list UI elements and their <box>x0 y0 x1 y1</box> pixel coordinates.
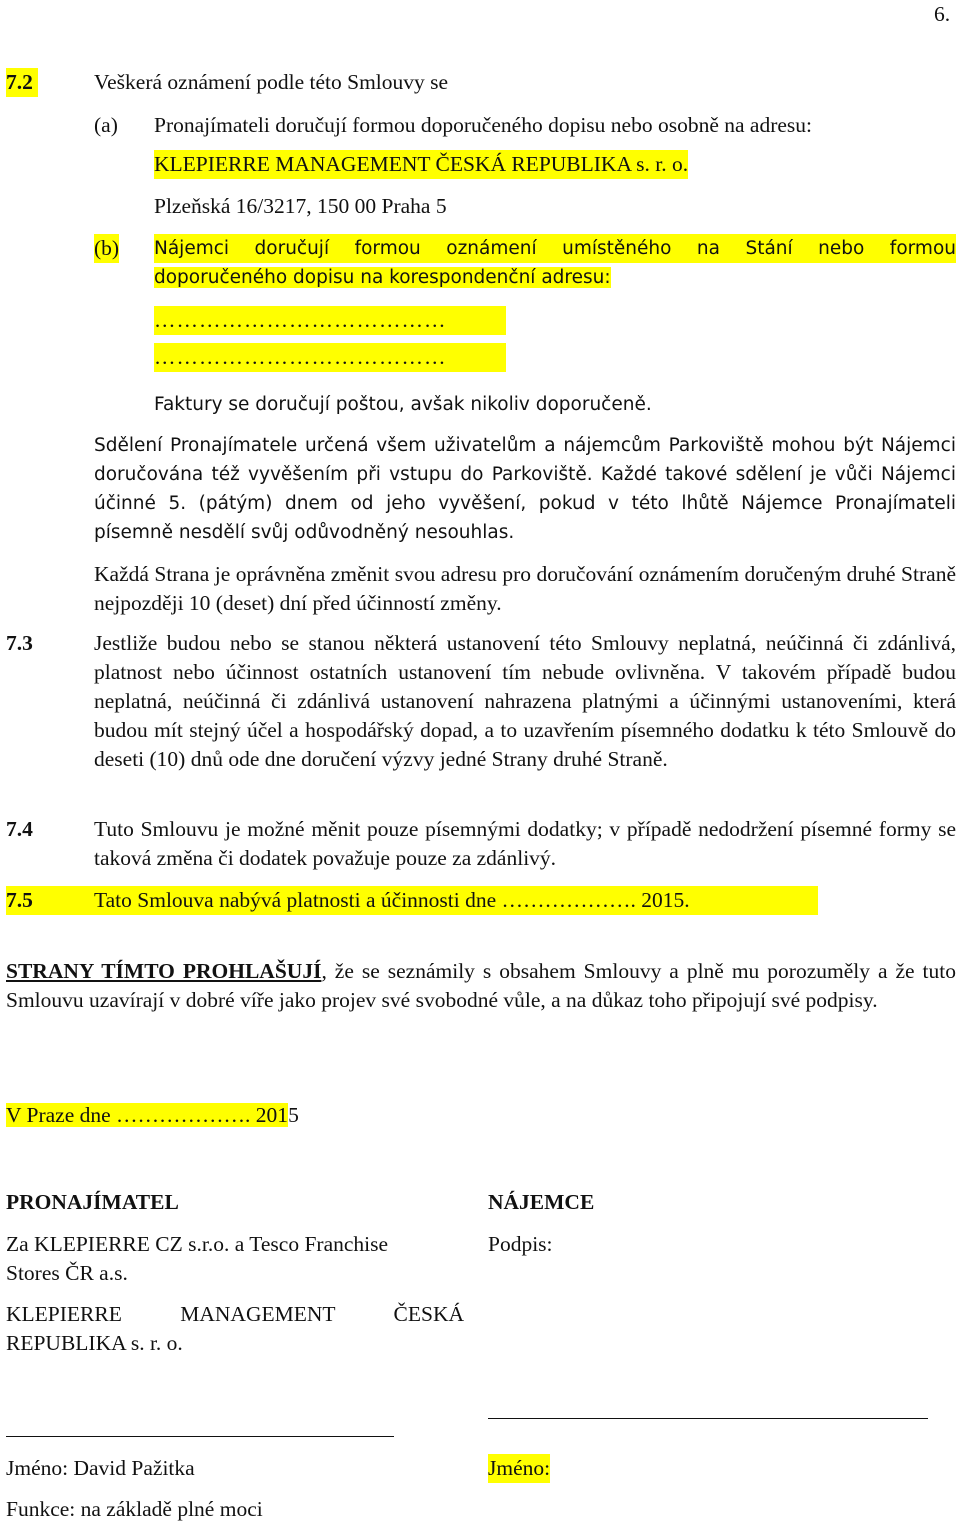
landlord-manager-block <box>6 1300 464 1358</box>
place-date-rest: 5 <box>288 1103 299 1127</box>
tenant-name-label: Jméno: <box>488 1454 550 1483</box>
item-b-text-line1: Nájemci doručují formou oznámení umístěného na Stání nebo formou <box>154 234 956 263</box>
landlord-heading: PRONAJÍMATEL <box>6 1190 179 1214</box>
parking-notice-paragraph: Sdělení Pronajímatele určená všem uživatelům a nájemcům Parkoviště mohou být Nájemci doručována též vyvěšením při vstupu do Parkoviště. Každé takové sdělení je vůči Nájemci účinné 5. (pátým) dnem od jeho vyvěšení, pokud v této lhůtě Nájemce Pronajímateli písemně nesdělí svůj odůvodněný nesouhlas. <box>94 435 956 543</box>
section-7-3-text: Jestliže budou nebo se stanou některá ustanovení této Smlouvy neplatná, neúčinná či zdánlivá, platnost nebo účinnost ostatních ustanovení tím nebude ovlivněna. V takovém případě budou neplatná, neúčinná či zdánlivá ustanovení nahrazena platnými a účinnými ustanoveními, která budou mít stejný účel a hospodářský dopad, a to uzavřením písemného dodatku k této Smlouvě do deseti (10) dnů ode dne doručení výzvy jedné Strany druhé Straně. <box>94 631 956 771</box>
tenant-signature-line <box>488 1418 928 1419</box>
landlord-name: Jméno: David Pažitka <box>6 1456 195 1480</box>
item-a-marker: (a) <box>94 113 118 137</box>
section-7-5-text: Tato Smlouva nabývá platnosti a účinnosti dne ………………. 2015. <box>94 888 690 912</box>
section-number-7-2: 7.2 <box>6 68 38 97</box>
declaration-text: , že se seznámily s obsahem Smlouvy a plně mu porozuměly a že tuto Smlouvu uzavírají v dobré víře jako projev své svobodné vůle, a na důkaz toho připojují své podpisy. <box>6 959 957 1012</box>
item-b-marker: (b) <box>94 234 119 263</box>
section-7-4-text: Tuto Smlouvu je možné měnit pouze písemnými dodatky; v případě nedodržení písemné formy se taková změna či dodatek považuje pouze za zdánlivý. <box>94 817 956 870</box>
address-change-paragraph: Každá Strana je oprávněna změnit svou adresu pro doručování oznámením doručeným druhé Straně nejpozději 10 (deset) dní před účinností změny. <box>94 562 956 615</box>
landlord-line4: REPUBLIKA s. r. o. <box>6 1331 183 1355</box>
place-date <box>6 1101 299 1130</box>
section-7-2-intro: Veškerá oznámení podle této Smlouvy se <box>94 70 449 94</box>
declaration-paragraph <box>6 957 956 1015</box>
correspondence-address-dots-1: ………………………………… <box>154 306 506 335</box>
item-b-text-line2: doporučeného dopisu na korespondenční adresu: <box>154 267 611 288</box>
tenant-signature-label: Podpis: <box>488 1232 553 1256</box>
landlord-address-line1: KLEPIERRE MANAGEMENT ČESKÁ REPUBLIKA s. r. o. <box>154 150 688 179</box>
declaration-heading: STRANY TÍMTO PROHLAŠUJÍ <box>6 959 322 983</box>
section-number-7-4: 7.4 <box>6 817 33 841</box>
page-number: 6. <box>934 2 951 26</box>
tenant-heading: NÁJEMCE <box>488 1190 595 1214</box>
invoices-note: Faktury se doručují poštou, avšak nikoliv doporučeně. <box>154 394 652 415</box>
landlord-line3: KLEPIERRE MANAGEMENT ČESKÁ <box>6 1302 464 1326</box>
landlord-signature-line <box>6 1436 394 1437</box>
place-date-highlighted: V Praze dne ………………. 201 <box>6 1103 289 1127</box>
correspondence-address-dots-2: ………………………………… <box>154 343 506 372</box>
landlord-address-line2: Plzeňská 16/3217, 150 00 Praha 5 <box>154 194 447 218</box>
item-b-text <box>154 234 956 292</box>
section-number-7-5: 7.5 <box>6 888 33 912</box>
landlord-function: Funkce: na základě plné moci <box>6 1497 263 1521</box>
landlord-line2: Stores ČR a.s. <box>6 1261 128 1285</box>
landlord-block <box>6 1230 464 1288</box>
landlord-line1: Za KLEPIERRE CZ s.r.o. a Tesco Franchise <box>6 1232 389 1256</box>
item-a-text: Pronajímateli doručují formou doporučeného dopisu nebo osobně na adresu: <box>154 113 812 137</box>
section-number-7-3: 7.3 <box>6 631 33 655</box>
